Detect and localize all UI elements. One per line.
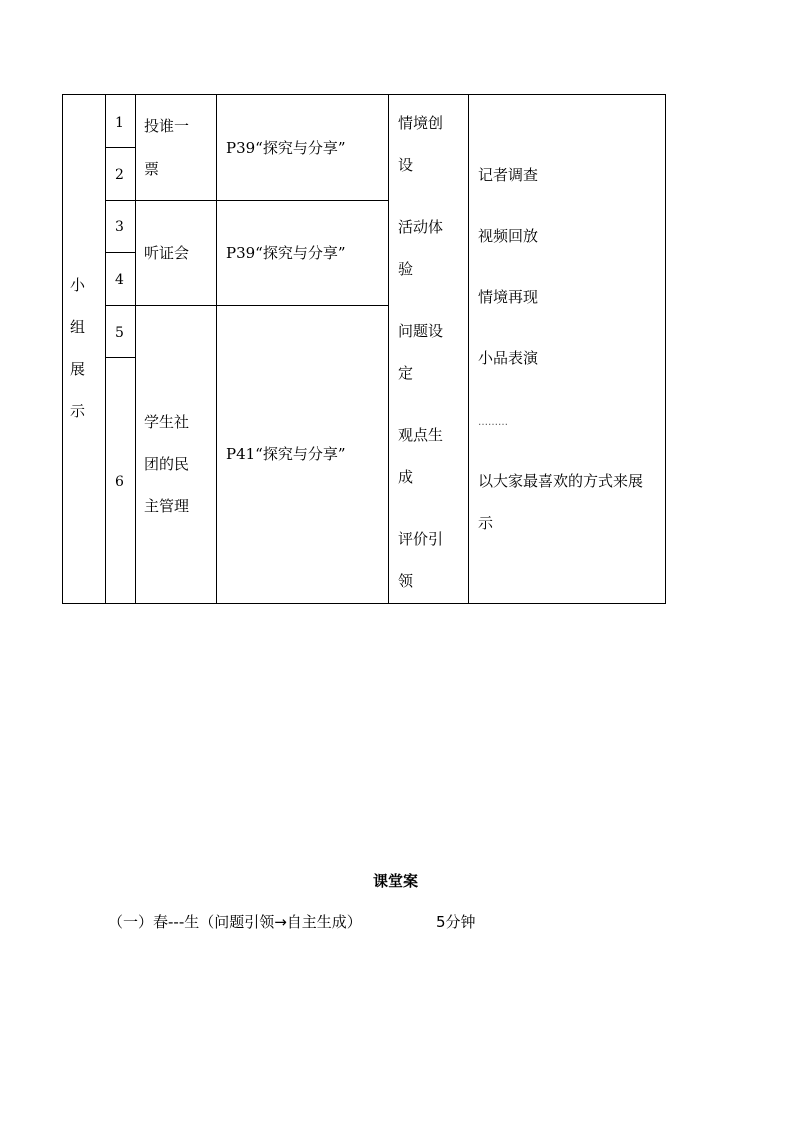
row-number-4: 4 — [115, 272, 124, 288]
col-line-5 — [468, 94, 469, 604]
activity-name-1 — [144, 116, 189, 179]
col-line-2 — [135, 94, 136, 604]
method-item: ……… — [478, 417, 508, 428]
section-label-char: 小 — [70, 276, 86, 294]
row-number-3: 3 — [115, 219, 124, 235]
activity-reference-2: P39“探究与分享” — [226, 244, 346, 262]
steps-list — [398, 102, 443, 602]
section-duration: 5分钟 — [436, 913, 476, 931]
row-line-activity-2 — [135, 305, 389, 306]
activity-name-line: 投谁一 — [144, 117, 190, 135]
section-label-char: 示 — [70, 402, 86, 420]
step-line: 成 — [398, 468, 414, 486]
step-line: 问题设 — [398, 322, 444, 340]
row-line-activity-1 — [135, 200, 389, 201]
activity-name-line: 主管理 — [144, 497, 190, 515]
section-label — [70, 264, 85, 432]
method-item: 示 — [478, 514, 494, 532]
row-line-num-1 — [105, 147, 136, 148]
table-border-right — [665, 94, 666, 604]
section-label-char: 组 — [70, 318, 86, 336]
row-line-num-3 — [105, 252, 136, 253]
col-line-3 — [216, 94, 217, 604]
row-number-6: 6 — [115, 474, 124, 490]
step-line: 观点生 — [398, 426, 444, 444]
method-item: 情境再现 — [478, 288, 539, 306]
table-border-bottom — [62, 603, 666, 604]
activity-name-line: 团的民 — [144, 455, 190, 473]
col-line-1 — [105, 94, 106, 604]
table-border-top — [62, 94, 666, 95]
row-line-num-2 — [105, 200, 136, 201]
method-item: 小品表演 — [478, 349, 539, 367]
row-number-1: 1 — [115, 115, 124, 131]
step-line: 评价引 — [398, 530, 444, 548]
page-heading: 课堂案 — [373, 872, 419, 890]
row-line-num-5 — [105, 357, 136, 358]
section-label-char: 展 — [70, 360, 86, 378]
section-title: （一）春---生（问题引领→自主生成） — [108, 913, 362, 931]
row-number-2: 2 — [115, 167, 124, 183]
step-line: 领 — [398, 572, 414, 590]
activity-name-line: 学生社 — [144, 413, 190, 431]
activity-name-line: 票 — [144, 160, 160, 178]
step-line: 定 — [398, 364, 414, 382]
step-line: 情境创 — [398, 114, 444, 132]
col-line-4 — [388, 94, 389, 604]
method-item: 以大家最喜欢的方式来展 — [478, 472, 644, 490]
table-border-left — [62, 94, 63, 604]
step-line: 验 — [398, 260, 414, 278]
row-line-num-4 — [105, 305, 136, 306]
method-item: 记者调查 — [478, 166, 539, 184]
method-item: 视频回放 — [478, 227, 539, 245]
row-number-5: 5 — [115, 325, 124, 341]
activity-reference-3: P41“探究与分享” — [226, 445, 346, 463]
step-line: 设 — [398, 156, 414, 174]
step-line: 活动体 — [398, 218, 444, 236]
activity-name-2: 听证会 — [144, 244, 190, 262]
activity-reference-1: P39“探究与分享” — [226, 139, 346, 157]
activity-name-3 — [144, 401, 189, 527]
